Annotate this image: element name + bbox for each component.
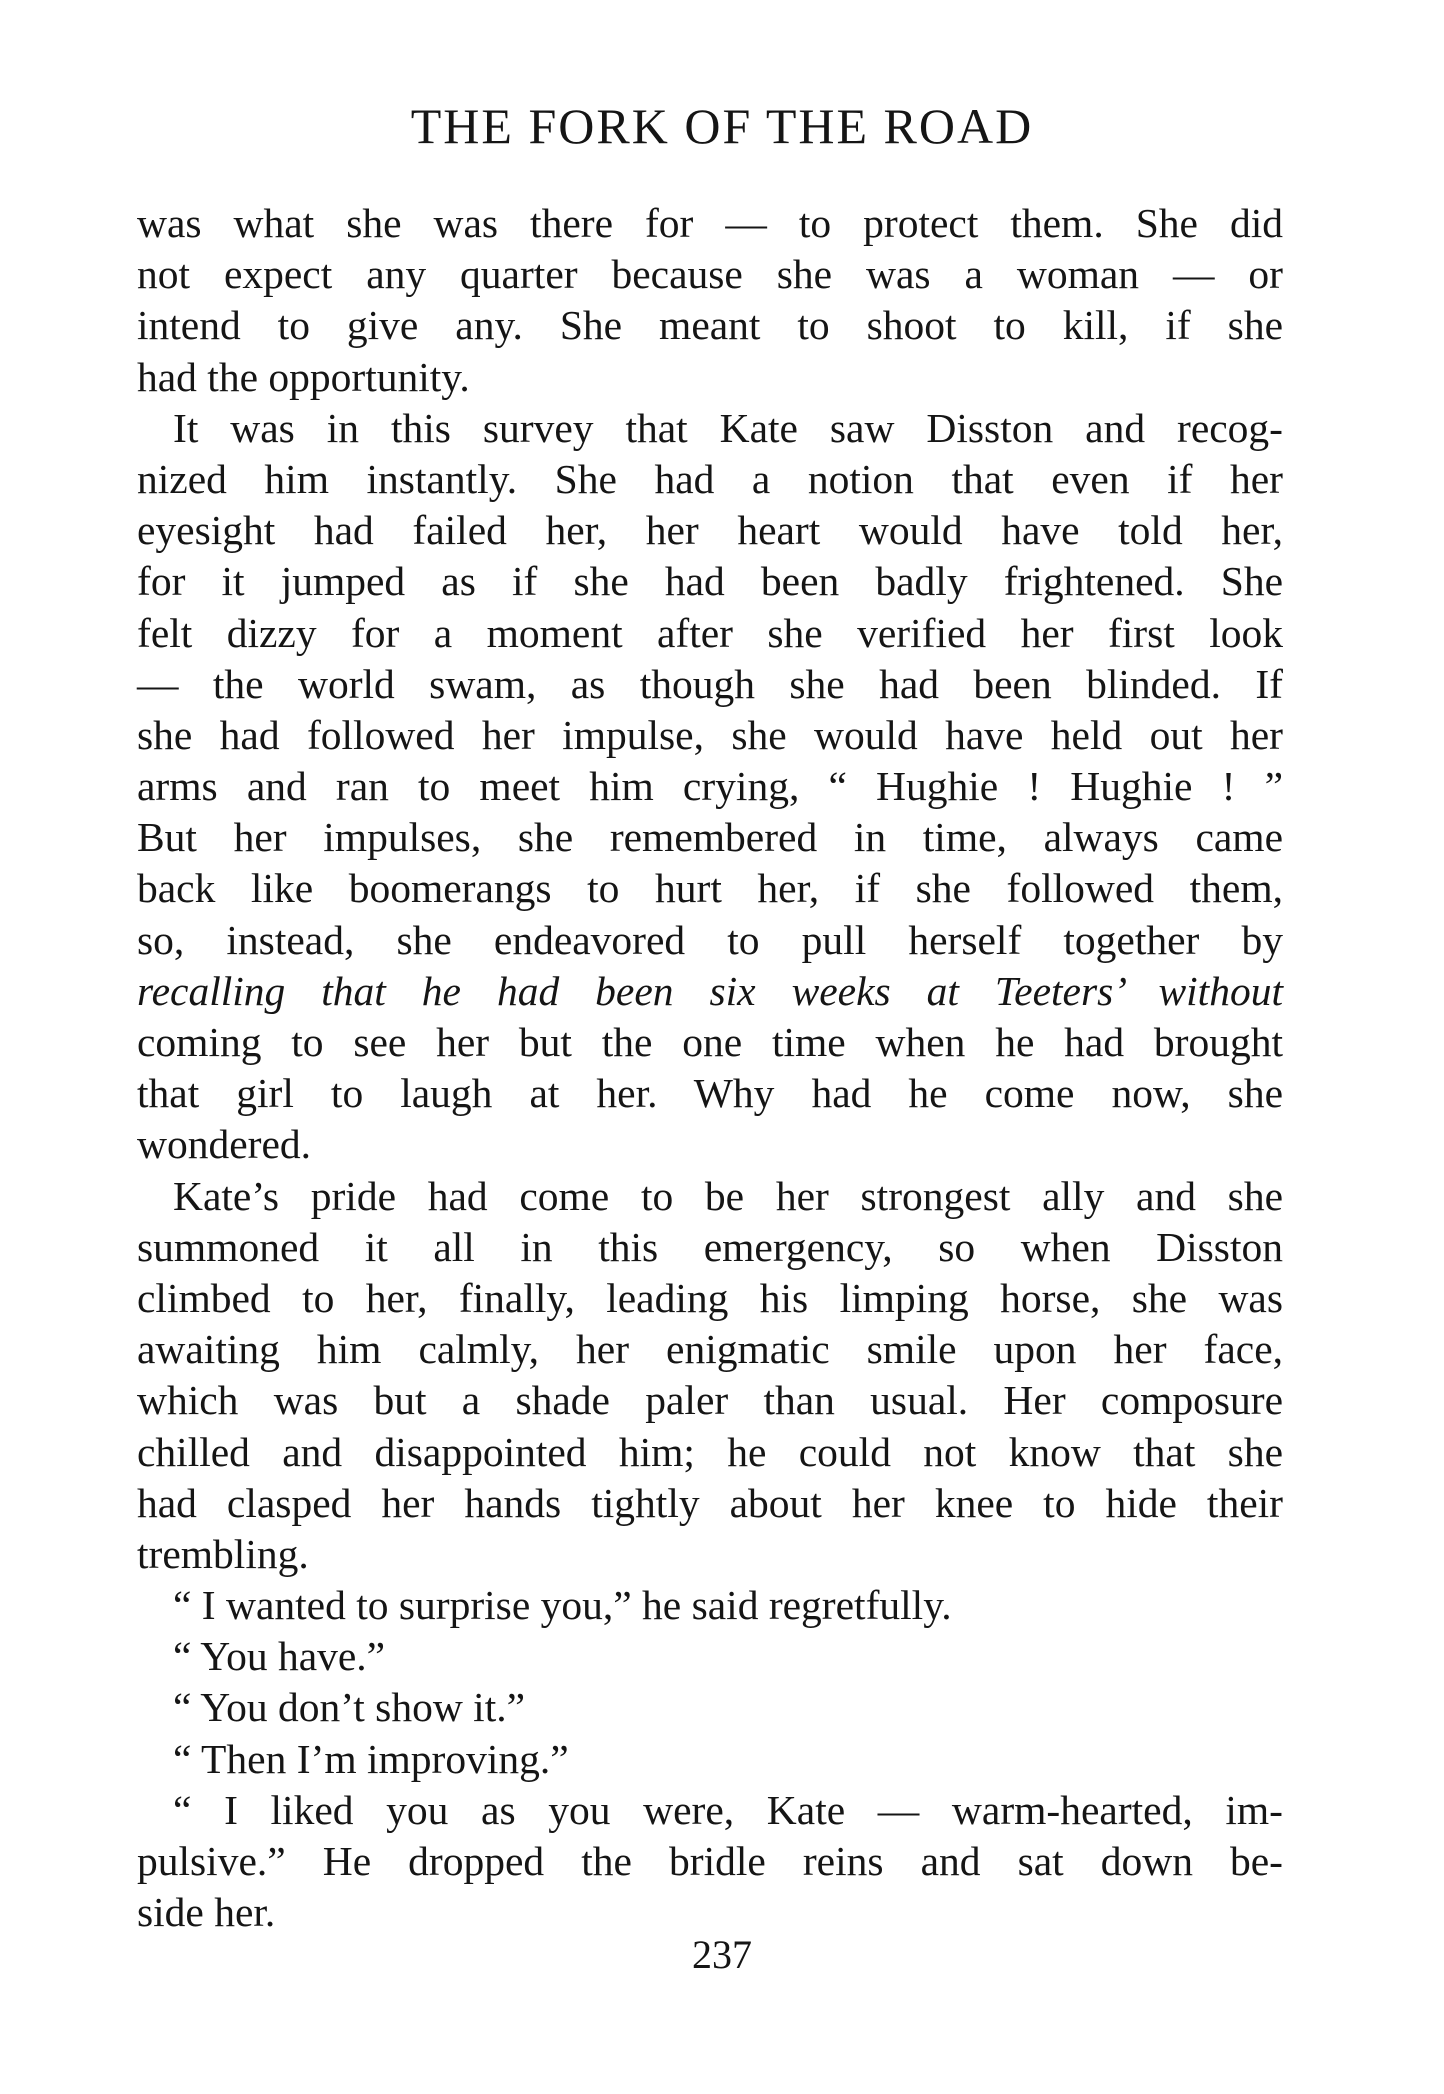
text-line: so, instead, she endeavored to pull herself together by [137,916,1283,963]
text-line: eyesight had failed her, her heart would have told her, [137,507,1283,554]
text-line: “ Then I’m improving.” [173,1735,569,1782]
text-line: had clasped her hands tightly about her knee to hide their [137,1479,1283,1526]
text-line: which was but a shade paler than usual. Her composure [137,1377,1283,1424]
text-line: intend to give any. She meant to shoot to kill, if she [137,302,1283,349]
text-line: “ I wanted to surprise you,” he said regretfully. [173,1582,952,1629]
text-line: had the opportunity. [137,353,470,400]
body-text [137,198,1283,1938]
text-line: for it jumped as if she had been badly frightened. She [137,558,1283,605]
text-line: arms and ran to meet him crying, “ Hughie ! Hughie ! ” [137,763,1283,810]
text-line: Kate’s pride had come to be her strongest ally and she [173,1172,1283,1219]
running-head: THE FORK OF THE ROAD [410,98,1034,154]
text-line: recalling that he had been six weeks at Teeters’ without [137,967,1283,1014]
text-line: nized him instantly. She had a notion that even if her [137,455,1283,502]
text-line: climbed to her, finally, leading his limping horse, she was [137,1274,1283,1321]
text-line: wondered. [137,1121,312,1168]
text-line: “ You have.” [173,1633,386,1680]
text-line: felt dizzy for a moment after she verified her first look [137,609,1283,656]
text-line: — the world swam, as though she had been blinded. If [137,660,1283,707]
text-line: not expect any quarter because she was a woman — or [137,251,1283,298]
text-line: It was in this survey that Kate saw Disston and recog- [173,404,1283,451]
text-line: side her. [137,1889,276,1936]
text-line: “ You don’t show it.” [173,1684,526,1731]
text-line: But her impulses, she remembered in time, always came [137,814,1283,861]
text-line: chilled and disappointed him; he could not know that she [137,1428,1283,1475]
text-line: back like boomerangs to hurt her, if she followed them, [137,865,1283,912]
page-number: 237 [692,1932,752,1977]
text-line: awaiting him calmly, her enigmatic smile upon her face, [137,1326,1283,1373]
text-line: summoned it all in this emergency, so when Disston [137,1223,1283,1270]
text-line: coming to see her but the one time when he had brought [137,1019,1283,1065]
text-line: was what she was there for — to protect them. She did [137,200,1283,246]
text-line: pulsive.” He dropped the bridle reins and sat down be- [137,1838,1283,1884]
text-line: trembling. [137,1530,309,1577]
text-line: she had followed her impulse, she would have held out her [137,711,1283,758]
text-line: “ I liked you as you were, Kate — warm-hearted, im- [173,1786,1283,1833]
text-line: that girl to laugh at her. Why had he come now, she [137,1070,1283,1117]
